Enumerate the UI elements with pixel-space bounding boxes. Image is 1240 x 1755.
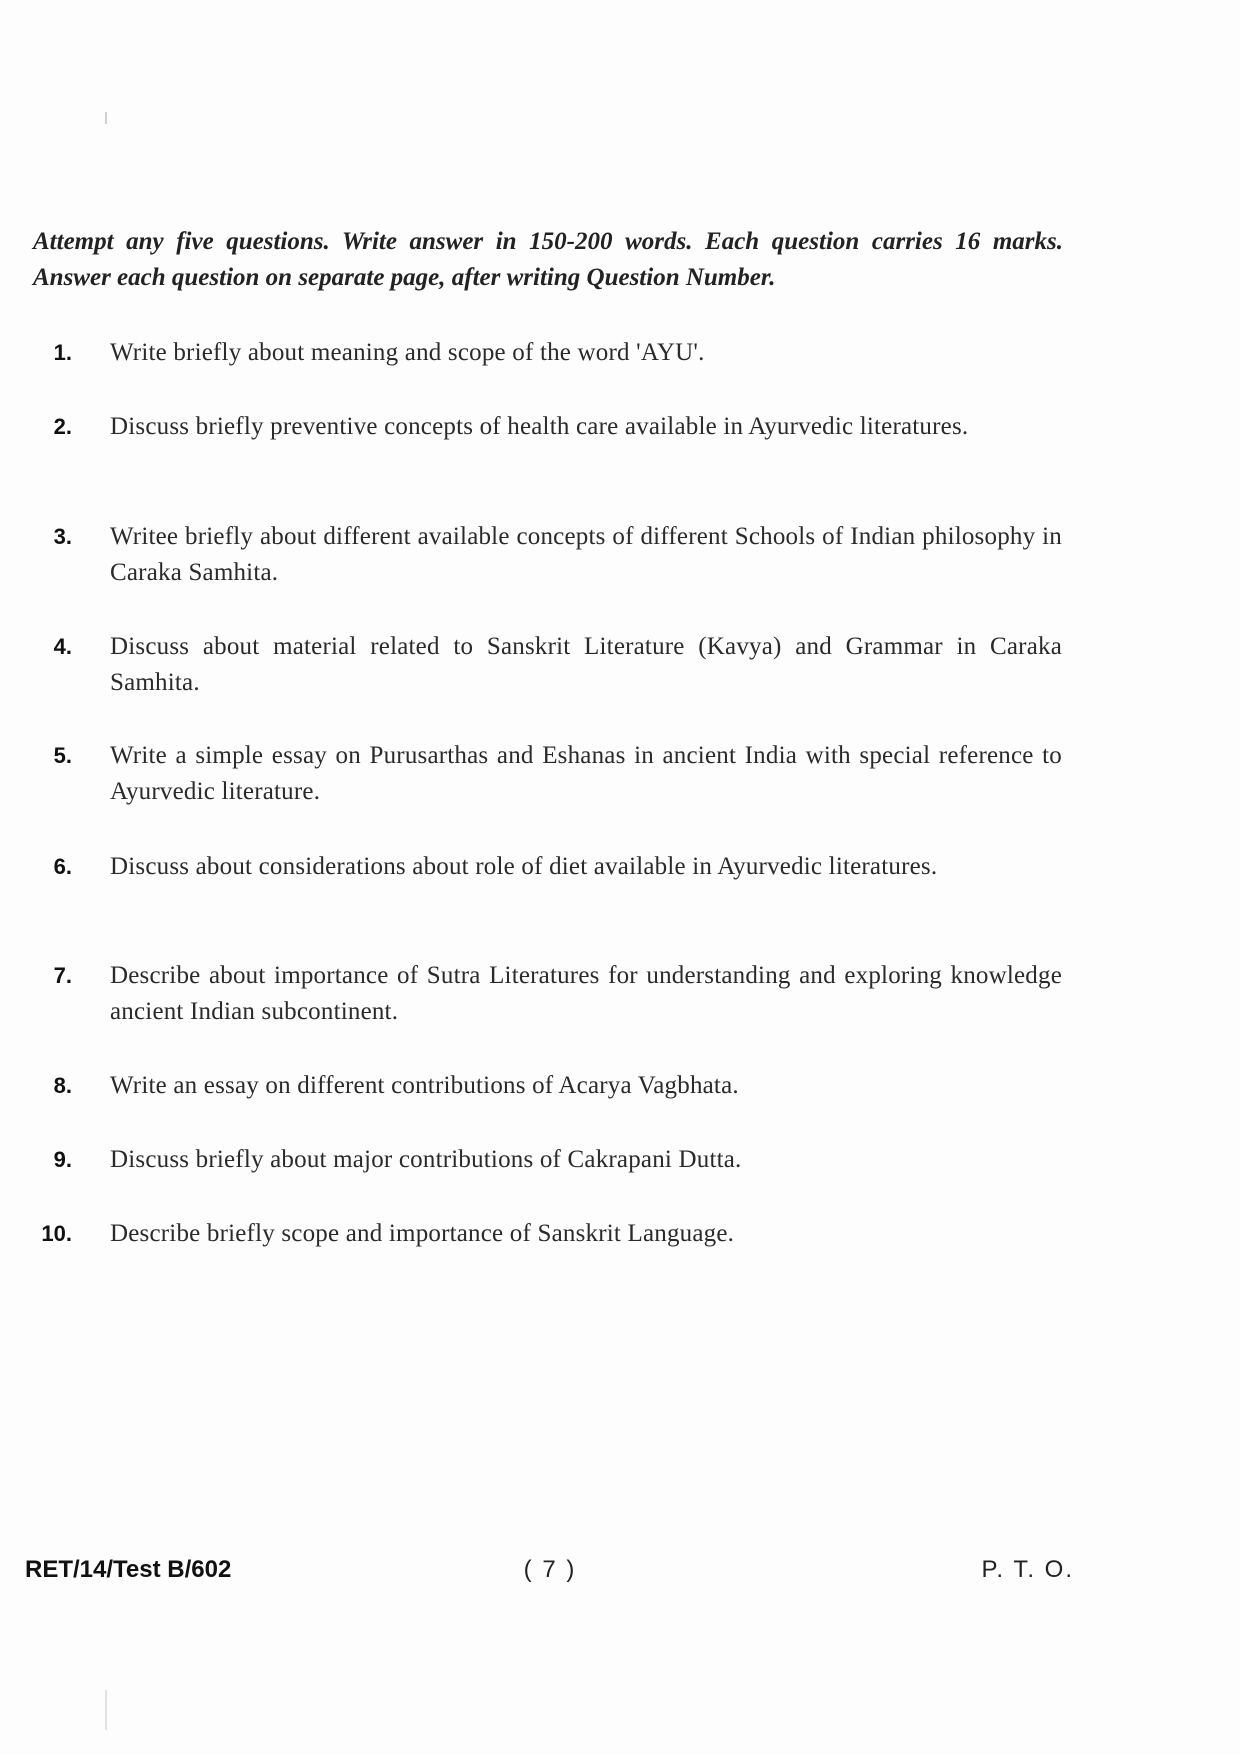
question-text: Write a simple essay on Purusarthas and Eshanas in ancient India with special reference to Ayurvedic literature. — [110, 742, 1062, 805]
page-number: ( 7 ) — [523, 1556, 577, 1583]
question-number: 4. — [53, 634, 72, 659]
question-number: 9. — [53, 1147, 72, 1172]
question-number: 1. — [53, 340, 72, 365]
question-text: Discuss about considerations about role of diet available in Ayurvedic literatures. — [110, 853, 938, 880]
question-number: 5. — [53, 743, 72, 768]
question-number: 8. — [53, 1073, 72, 1098]
question-text: Writee briefly about different available concepts of different Schools of Indian philosophy in Caraka Samhita. — [110, 523, 1062, 586]
question-number: 3. — [53, 524, 72, 549]
paper-code: RET/14/Test B/602 — [25, 1556, 232, 1583]
instructions: Attempt any five questions. Write answer in 150-200 words. Each question carries 16 marks. Answer each question on separate page, after writing Question Number. — [33, 228, 1063, 291]
question-number: 10. — [41, 1221, 72, 1246]
scan-speck — [105, 112, 107, 124]
pto-label: P. T. O. — [981, 1556, 1074, 1583]
question-text: Discuss briefly preventive concepts of health care available in Ayurvedic literatures. — [110, 413, 969, 440]
question-number: 2. — [53, 414, 72, 439]
question-text: Describe briefly scope and importance of Sanskrit Language. — [110, 1220, 735, 1247]
question-text: Write briefly about meaning and scope of the word 'AYU'. — [110, 339, 705, 366]
question-text: Write an essay on different contributions of Acarya Vagbhata. — [110, 1072, 739, 1099]
scan-speck — [105, 1690, 107, 1730]
question-number: 6. — [53, 854, 72, 879]
question-text: Discuss about material related to Sanskrit Literature (Kavya) and Grammar in Caraka Samhita. — [110, 633, 1062, 696]
question-number: 7. — [53, 963, 72, 988]
question-text: Describe about importance of Sutra Literatures for understanding and exploring knowledge ancient Indian subcontinent. — [110, 962, 1062, 1025]
page-footer — [0, 1552, 1240, 1592]
question-text: Discuss briefly about major contributions of Cakrapani Dutta. — [110, 1146, 742, 1173]
